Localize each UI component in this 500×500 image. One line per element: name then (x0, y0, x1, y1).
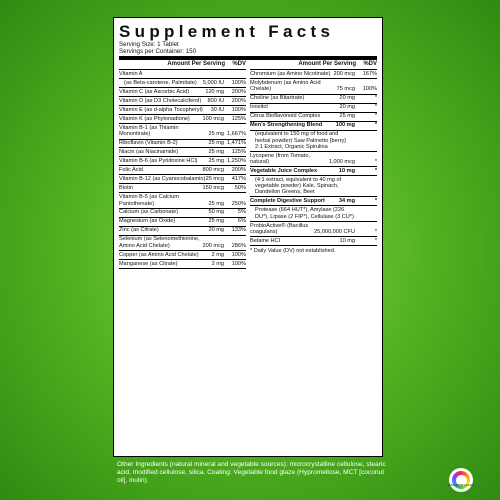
nutrient-dv: 417% (231, 176, 246, 183)
nutrient-dv: * (374, 159, 377, 165)
nutrient-dv: 100% (231, 80, 246, 87)
nutrient-dv: 100% (231, 251, 246, 258)
nutrient-row (119, 88, 246, 97)
nutrient-dv: 200% (231, 89, 246, 96)
nutrient-amount: 25 mg (208, 149, 224, 156)
nutrient-name: Zinc (as Citrate) (119, 227, 159, 234)
dv-footnote: * Daily Value (DV) not established. (250, 247, 336, 254)
nutrient-name: Vitamin E (as d-alpha Tocopheryl) (119, 107, 203, 114)
nutrient-dv: 1,667% (227, 131, 246, 138)
nutrient-amount: 50 mg (208, 209, 224, 216)
nutrient-amount: 25 mg (208, 200, 224, 207)
nutrient-name: ProbioActive® (Bacillus coagulans) (250, 222, 309, 235)
brand-logo-text: RAINBOW LIGHT (448, 483, 474, 487)
nutrient-name: Niacin (as Niacinamide) (119, 149, 179, 156)
nutrient-row (250, 237, 377, 246)
nutrient-row (119, 218, 246, 227)
nutrient-name: Manganese (as Citrate) (119, 260, 178, 267)
nutrient-amount: 2 mg (211, 251, 224, 258)
nutrient-row (119, 236, 246, 251)
nutrient-dv: 133% (231, 227, 246, 234)
nutrient-amount: 800 mcg (202, 167, 224, 174)
nutrient-row (119, 115, 246, 124)
nutrient-row (119, 157, 246, 166)
nutrient-name: Biotin (119, 185, 133, 192)
nutrient-name: Vitamin C (as Ascorbic Acid) (119, 89, 190, 96)
nutrient-amount: 10 mg (338, 167, 355, 174)
nutrient-name: (equivalent to 150 mg of food and herbal powder) Saw Palmetto [berry] 2:1 Extract, Organic Spirulina (255, 131, 346, 150)
nutrient-amount: 5,000 IU (202, 80, 224, 87)
nutrient-name: (as Beta-carotene, Palmitate) (124, 80, 197, 87)
nutrient-name: Chromium (as Amino Nicotinate) (250, 71, 331, 78)
nutrient-row (250, 152, 377, 167)
nutrient-amount: 25 mg (208, 158, 224, 165)
nutrient-dv: 125% (231, 116, 246, 123)
nutrient-dv: 286% (231, 242, 246, 249)
nutrient-name: Selenium (as Selenomethionine, Amino Acid Chelate) (119, 236, 200, 249)
nutrient-row (119, 260, 246, 269)
header-amount: Amount Per Serving (167, 61, 225, 68)
nutrient-dv: * (374, 167, 377, 174)
serving-size: Serving Size: 1 Tablet (119, 41, 179, 48)
nutrient-amount: 20 mg (208, 227, 224, 234)
nutrient-row (119, 251, 246, 260)
nutrient-row (119, 148, 246, 157)
nutrient-name: Vitamin B-1 (as Thiamin Mononitrate) (119, 125, 179, 138)
nutrient-row (250, 131, 377, 152)
nutrient-amount: 1,000 mcg (328, 159, 355, 165)
nutrient-name: Vegetable Juice Complex (250, 167, 318, 174)
nutrient-row (250, 113, 377, 122)
nutrient-row (250, 206, 377, 221)
nutrient-amount: 34 mg (338, 198, 355, 205)
nutrient-row (250, 95, 377, 104)
servings-per-container: Servings per Container: 150 (119, 48, 197, 56)
nutrient-dv: 50% (234, 185, 246, 192)
nutrient-amount: 2 mg (211, 260, 224, 267)
nutrient-row (119, 184, 246, 193)
nutrient-row (250, 167, 377, 176)
nutrient-row (119, 209, 246, 218)
nutrient-dv: 250% (231, 200, 246, 207)
nutrient-dv: 100% (231, 107, 246, 114)
nutrient-dv: 100% (231, 260, 246, 267)
nutrient-dv: 167% (362, 71, 377, 78)
nutrient-name: Vitamin D (as D3 Cholecalciferol) (119, 98, 202, 105)
nutrient-amount: 25 mg (208, 218, 224, 225)
nutrient-row (250, 104, 377, 113)
nutrient-name: Choline (as Bitartrate) (250, 95, 305, 102)
nutrient-name: Vitamin B-12 (as Cyanocobalamin) (119, 176, 206, 183)
nutrient-name: Riboflavin (Vitamin B-2) (119, 140, 178, 147)
nutrient-amount: 200 mcg (333, 71, 355, 78)
nutrient-dv: 200% (231, 98, 246, 105)
nutrient-dv: * (374, 113, 377, 120)
nutrient-row (250, 176, 377, 197)
right-header (250, 60, 377, 70)
nutrient-row (250, 222, 377, 237)
nutrient-amount: 10 mg (339, 237, 355, 244)
nutrient-dv: 200% (231, 167, 246, 174)
nutrient-row (119, 97, 246, 106)
nutrient-amount: 25 mg (339, 113, 355, 120)
left-nutrient-list (119, 70, 246, 268)
right-nutrient-list (250, 70, 377, 245)
nutrient-name: Magnesium (as Oxide) (119, 218, 176, 225)
nutrient-name: Complete Digestive Support (250, 198, 325, 205)
nutrient-row (119, 70, 246, 79)
nutrient-row (250, 79, 377, 94)
nutrient-amount: 25 mcg (205, 176, 224, 183)
nutrient-row (250, 122, 377, 131)
nutrient-row (119, 175, 246, 184)
nutrient-amount: 800 IU (207, 98, 224, 105)
nutrient-amount: 25 mg (208, 131, 224, 138)
supplement-facts-panel (113, 17, 383, 457)
header-dv: %DV (232, 61, 246, 68)
nutrient-row (119, 124, 246, 139)
nutrient-amount: 25 mg (208, 140, 224, 147)
nutrient-name: Molybdenum (as Amino Acid Chelate) (250, 80, 321, 93)
header-amount: Amount Per Serving (298, 61, 356, 68)
nutrient-name: Protease (664 HUT*), Amylase (226 DU*), Lipase (2 FIP*), Cellulase (3 CU*) (255, 207, 354, 220)
nutrient-dv: * (374, 95, 377, 102)
nutrient-dv: * (374, 237, 377, 244)
nutrient-name: Folic Acid (119, 167, 143, 174)
nutrient-dv: * (374, 122, 377, 129)
nutrient-name: Betaine HCl (250, 237, 280, 244)
nutrient-name: Vitamin A (119, 71, 143, 78)
nutrient-name: Vitamin K (as Phytonadione) (119, 116, 190, 123)
nutrient-dv: 1,250% (227, 158, 246, 165)
nutrient-amount: 200 mcg (202, 242, 224, 249)
nutrient-row (119, 166, 246, 175)
nutrient-dv: * (374, 198, 377, 205)
nutrient-dv: 100% (362, 86, 377, 93)
nutrient-name: Citrus Bioflavonoid Complex (250, 113, 321, 120)
nutrient-name: Inositol (250, 104, 268, 111)
nutrient-row (119, 106, 246, 115)
nutrient-amount: 100 mg (335, 122, 355, 129)
nutrient-amount: 75 mcg (336, 86, 355, 93)
nutrient-name: Men's Strengthening Blend (250, 122, 323, 129)
nutrient-amount: 30 IU (210, 107, 224, 114)
rainbow-ring-icon (449, 468, 473, 492)
header-dv: %DV (363, 61, 377, 68)
nutrient-dv: 1,471% (227, 140, 246, 147)
nutrient-name: Vitamin B-5 (as Calcium Pantothenate) (119, 194, 179, 207)
nutrient-amount: 25,000,000 CFU (313, 228, 355, 235)
nutrient-amount: 100 mcg (202, 116, 224, 123)
nutrient-dv: * (374, 228, 377, 235)
facts-columns (119, 60, 377, 268)
nutrient-amount: 150 mcg (202, 185, 224, 192)
nutrient-name: Calcium (as Carbonate) (119, 209, 179, 216)
left-header (119, 60, 246, 70)
nutrient-row (250, 197, 377, 206)
right-column (250, 60, 377, 268)
nutrient-amount: 120 mg (205, 89, 224, 96)
nutrient-row (119, 140, 246, 149)
nutrient-row (119, 193, 246, 208)
other-ingredients: Other Ingredients (natural mineral and vegetable sources): microcrystalline cellulose, stearic acid, modified cellulose, silica. Coating: Vegetable food glaze (Hypromellose, MCT [coconut oil], inulin). (117, 461, 386, 484)
nutrient-dv: 125% (231, 149, 246, 156)
nutrient-name: Vitamin B-6 (as Pyridoxine HCl) (119, 158, 198, 165)
nutrient-dv: 6% (237, 218, 246, 225)
panel-title: Supplement Facts (119, 22, 335, 41)
nutrient-amount: 20 mg (339, 104, 355, 111)
left-column (119, 60, 246, 268)
nutrient-name: (4:1 extract, equivalent to 40 mg of vegetable powder) Kale, Spinach, Dandelion Greens, Beet (255, 176, 342, 196)
nutrient-dv: 5% (237, 209, 246, 216)
nutrient-name: Lycopene (from Tomato, natural) (250, 152, 311, 165)
nutrient-row (119, 227, 246, 236)
nutrient-row (119, 79, 246, 88)
nutrient-amount: 20 mg (339, 95, 355, 102)
nutrient-row (250, 70, 377, 79)
nutrient-dv: * (374, 104, 377, 111)
nutrient-name: Copper (as Amino Acid Chelate) (119, 251, 199, 258)
